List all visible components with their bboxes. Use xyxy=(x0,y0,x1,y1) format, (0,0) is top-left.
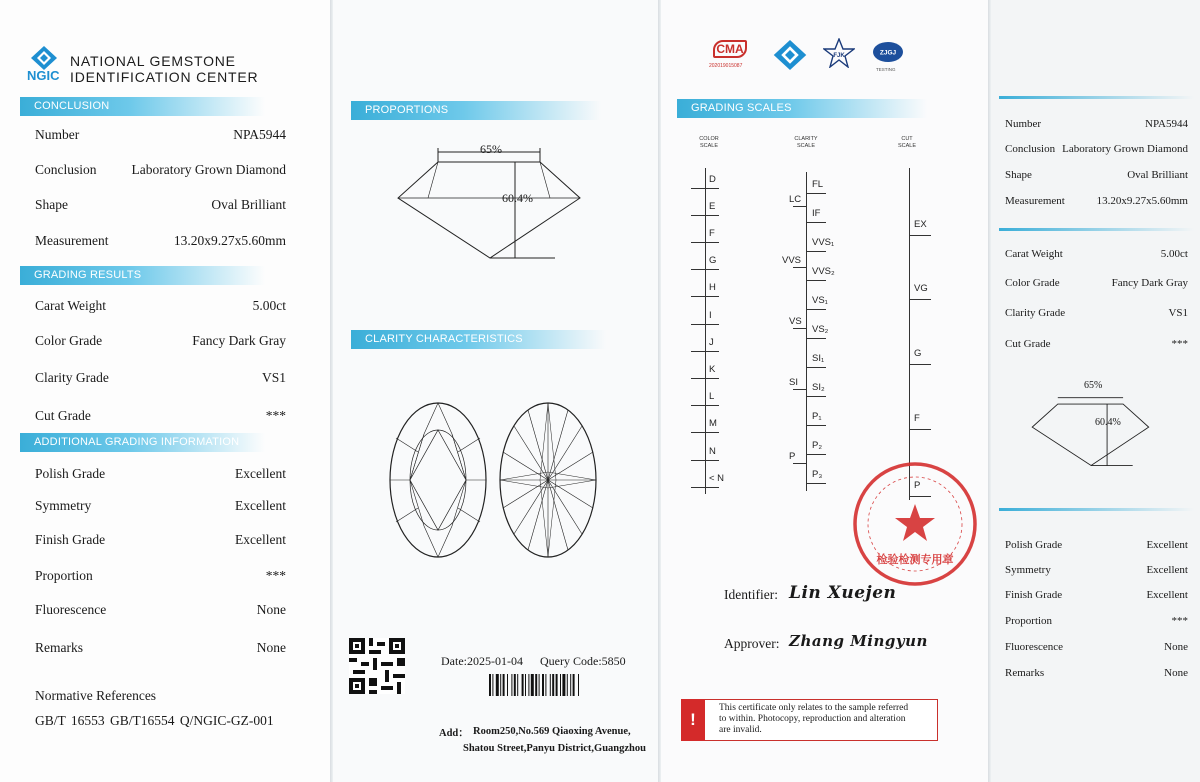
field-label: Color Grade xyxy=(35,333,103,348)
field-value: 13.20x9.27x5.60mm xyxy=(1096,195,1188,207)
field-value: 5.00ct xyxy=(1160,248,1188,260)
field-label: Polish Grade xyxy=(1005,539,1063,551)
org-name-line1: NATIONAL GEMSTONE xyxy=(70,53,236,69)
field-value: Oval Brilliant xyxy=(211,197,286,212)
barcode-icon xyxy=(489,674,629,698)
normative-refs: GB/T 16553 GB/T16554 Q/NGIC-GZ-001 xyxy=(35,713,274,728)
field-value: Excellent xyxy=(235,466,286,481)
org-name-line2: IDENTIFICATION CENTER xyxy=(70,69,259,85)
cut-scale-title: CUT SCALE xyxy=(897,136,917,149)
field-value: Oval Brilliant xyxy=(1127,169,1188,181)
color-grade-7: J xyxy=(709,336,714,348)
official-stamp-icon xyxy=(851,460,979,588)
cut-grade-3: G xyxy=(914,348,922,359)
middle-right-panel xyxy=(661,0,988,782)
qr-code-icon xyxy=(349,638,405,694)
cut-grade-5: P xyxy=(914,480,921,491)
query-code: Query Code:5850 xyxy=(540,654,626,668)
field-label: Remarks xyxy=(1005,667,1045,679)
clarity-grade-10: P₂ xyxy=(812,439,823,451)
middle-left-panel xyxy=(333,0,658,782)
clarity-group-3: VS xyxy=(789,316,802,327)
clarity-group-5: P xyxy=(789,451,796,462)
field-label: Symmetry xyxy=(1005,564,1051,576)
field-value: *** xyxy=(265,408,286,423)
section-grading-scales: GRADING SCALES xyxy=(677,99,927,118)
field-value: 5.00ct xyxy=(252,298,286,313)
clarity-grade-5: VS₁ xyxy=(812,294,828,306)
clarity-group-2: VVS xyxy=(782,255,802,266)
cut-grade-2: VG xyxy=(914,283,928,294)
zjgj-logo-icon xyxy=(871,40,905,64)
approver-signature: Zhang Mingyun xyxy=(789,632,928,650)
proportion-diagram xyxy=(393,140,593,265)
section-proportions: PROPORTIONS xyxy=(351,101,601,120)
left-panel xyxy=(0,0,330,782)
field-label: Finish Grade xyxy=(35,532,106,547)
field-value: Fancy Dark Gray xyxy=(1111,277,1188,289)
field-value: NPA5944 xyxy=(1145,118,1188,130)
field-label: Carat Weight xyxy=(35,298,107,313)
cut-grade-4: F xyxy=(914,413,920,424)
accent-line xyxy=(999,96,1194,99)
warning-icon: ! xyxy=(681,699,705,741)
color-grade-1: D xyxy=(709,173,716,185)
section-grading-results: GRADING RESULTS xyxy=(20,266,265,285)
field-label: Color Grade xyxy=(1005,277,1060,289)
field-label: Remarks xyxy=(35,640,83,655)
address-label: Add： xyxy=(439,728,469,739)
color-grade-11: N xyxy=(709,445,716,457)
ngic-logo-icon xyxy=(31,46,57,70)
field-label: Number xyxy=(35,127,80,142)
field-value: *** xyxy=(1171,615,1188,627)
table-percent-small: 65% xyxy=(1084,380,1103,391)
notice-text: This certificate only relates to the sample referred to within. Photocopy, reproduction and alteration are invalid. xyxy=(719,703,909,735)
field-value: Excellent xyxy=(1146,589,1188,601)
address-line2: Shatou Street,Panyu District,Guangzhou xyxy=(463,743,646,754)
stamp-text: 检验检测专用章 xyxy=(876,553,954,566)
field-value: Laboratory Grown Diamond xyxy=(131,162,286,177)
field-value: NPA5944 xyxy=(233,127,286,142)
clarity-plot-crown xyxy=(388,400,488,560)
field-label: Measurement xyxy=(1005,195,1065,207)
color-grade-8: K xyxy=(709,364,716,375)
field-label: Fluorescence xyxy=(1005,641,1064,653)
clarity-grade-1: FL xyxy=(812,178,824,190)
color-grade-2: E xyxy=(709,200,716,212)
field-label: Conclusion xyxy=(35,162,97,177)
field-label: Cut Grade xyxy=(1005,338,1051,350)
field-label: Symmetry xyxy=(35,498,92,513)
clarity-grade-11: P₃ xyxy=(812,468,823,480)
color-grade-6: I xyxy=(709,309,712,321)
clarity-grade-9: P₁ xyxy=(812,410,822,422)
field-value: None xyxy=(256,602,286,617)
section-conclusion: CONCLUSION xyxy=(20,97,265,116)
clarity-scale-title: CLARITY SCALE xyxy=(794,136,818,149)
color-grade-3: F xyxy=(709,228,715,239)
normative-title: Normative References xyxy=(35,688,157,703)
identifier-label: Identifier: xyxy=(724,587,778,602)
color-grade-10: M xyxy=(709,418,717,430)
color-grade-4: G xyxy=(709,255,717,267)
field-label: Fluorescence xyxy=(35,602,107,617)
issue-date: Date:2025-01-04 xyxy=(441,654,523,668)
field-value: Excellent xyxy=(235,498,286,513)
right-panel xyxy=(991,0,1200,782)
clarity-grade-3: VVS₁ xyxy=(812,236,835,248)
field-label: Finish Grade xyxy=(1005,589,1063,601)
testing-label: TESTING xyxy=(876,67,896,72)
zjgj-label: ZJGJ xyxy=(879,49,897,57)
table-percent: 65% xyxy=(480,142,502,156)
field-label: Proportion xyxy=(1005,615,1053,627)
clarity-grade-7: SI₁ xyxy=(812,352,825,364)
clarity-grade-4: VVS₂ xyxy=(812,265,835,277)
logo-abbr: NGIC xyxy=(27,68,60,83)
section-additional: ADDITIONAL GRADING INFORMATION xyxy=(20,433,265,452)
field-value: VS1 xyxy=(261,370,286,385)
field-value: None xyxy=(1164,641,1188,653)
proportion-diagram-small xyxy=(1023,390,1163,470)
field-value: Laboratory Grown Diamond xyxy=(1062,143,1188,155)
field-label: Polish Grade xyxy=(35,466,106,481)
clarity-plot-pavilion xyxy=(498,400,598,560)
clarity-group-1: LC xyxy=(789,194,802,205)
color-grade-5: H xyxy=(709,282,716,294)
clarity-grade-8: SI₂ xyxy=(812,381,825,393)
field-value: Fancy Dark Gray xyxy=(192,333,286,348)
depth-percent-small: 60.4% xyxy=(1095,417,1121,428)
fjk-star-icon xyxy=(823,38,855,68)
color-scale-title: COLOR SCALE xyxy=(699,136,719,149)
field-label: Carat Weight xyxy=(1005,248,1063,260)
clarity-grade-2: IF xyxy=(812,207,821,219)
field-label: Cut Grade xyxy=(35,408,91,423)
cma-number: 202019015087 xyxy=(709,63,743,69)
field-value: 13.20x9.27x5.60mm xyxy=(173,233,286,248)
fjk-label: FJK xyxy=(833,53,845,59)
field-label: Conclusion xyxy=(1005,143,1056,155)
color-grade-12: < N xyxy=(709,472,725,484)
field-label: Measurement xyxy=(35,233,109,248)
clarity-group-4: SI xyxy=(789,377,798,388)
field-value: None xyxy=(256,640,286,655)
cut-grade-1: EX xyxy=(914,219,927,230)
field-value: Excellent xyxy=(235,532,286,547)
field-label: Clarity Grade xyxy=(1005,307,1066,319)
address-line1: Room250,No.569 Qiaoxing Avenue, xyxy=(473,726,631,737)
field-value: Excellent xyxy=(1146,539,1188,551)
field-label: Number xyxy=(1005,118,1042,130)
field-value: Excellent xyxy=(1146,564,1188,576)
identifier-signature: Lin Xuejen xyxy=(789,583,897,603)
field-value: *** xyxy=(265,568,286,583)
field-value: *** xyxy=(1171,338,1188,350)
depth-percent: 60.4% xyxy=(502,191,533,205)
field-value: None xyxy=(1164,667,1188,679)
approver-label: Approver: xyxy=(724,636,780,651)
field-label: Shape xyxy=(1005,169,1032,181)
field-label: Shape xyxy=(35,197,68,212)
section-clarity-characteristics: CLARITY CHARACTERISTICS xyxy=(351,330,606,349)
ngic-diamond-icon xyxy=(773,40,807,70)
clarity-grade-6: VS₂ xyxy=(812,323,829,335)
cma-logo-icon: CMA xyxy=(713,40,747,58)
color-grade-9: L xyxy=(709,391,715,403)
field-value: VS1 xyxy=(1168,307,1188,319)
field-label: Proportion xyxy=(35,568,93,583)
field-label: Clarity Grade xyxy=(35,370,109,385)
